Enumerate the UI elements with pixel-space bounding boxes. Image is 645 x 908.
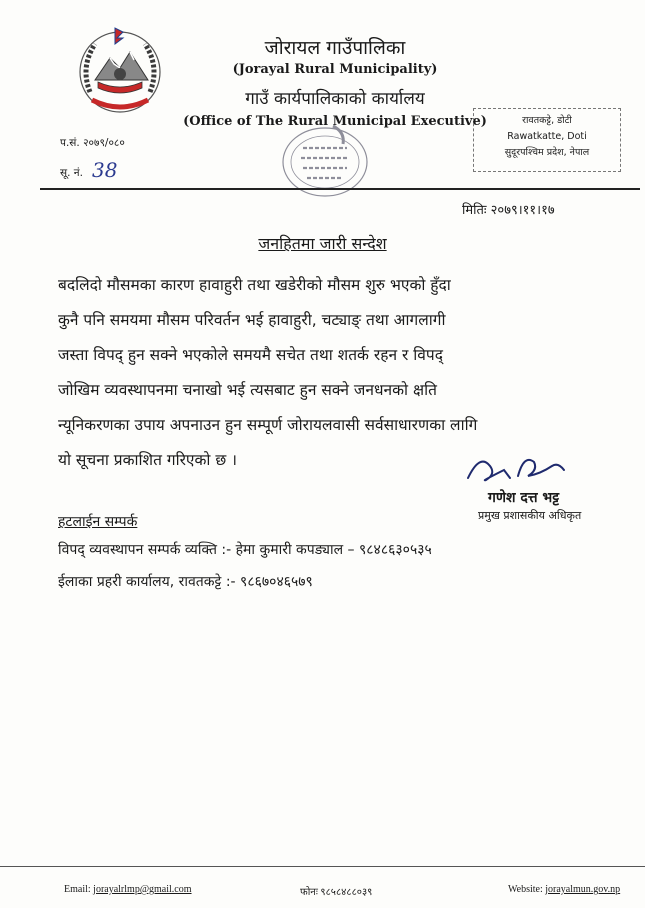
body-line: बदलिदो मौसमका कारण हावाहुरी तथा खडेरीको मौसम शुरु भएको हुँदा [58,276,451,294]
notice-body [58,268,618,478]
website-label: Website: [508,884,543,895]
address-line-3: सुदूरपश्चिम प्रदेश, नेपाल [504,147,590,158]
executive-office-nepali: गाउँ कार्यपालिकाको कार्यालय [245,89,425,109]
letter-number-value: 38 [92,158,118,182]
email-link[interactable]: jorayalrlmp@gmail.com [93,884,192,895]
body-line: न्यूनिकरणका उपाय अपनाउन हुन सम्पूर्ण जोरायलवासी सर्वसाधारणका लागि [58,416,478,434]
notice-title: जनहितमा जारी सन्देश [258,234,387,253]
fiscal-year-ref: प.सं. २०७९/०८० [60,137,125,149]
signatory-role: प्रमुख प्रशासकीय अधिकृत [478,509,582,522]
hotline-heading: हटलाईन सम्पर्क [58,514,138,530]
office-name-english: (Jorayal Rural Municipality) [232,62,438,77]
body-line: जोखिम व्यवस्थापनमा चनाखो भई त्यसबाट हुन सक्ने जनधनको क्षति [58,381,437,399]
handwritten-signature [460,448,580,488]
footer-divider [0,866,645,867]
address-line-1: रावतकट्टे, डोटी [522,115,572,126]
letter-number-label: सू. नं. [60,167,83,179]
address-box [473,108,621,172]
office-stamp [273,118,378,208]
footer-website [508,884,620,895]
footer-phone [300,884,372,898]
notice-date: मितिः २०७९।११।१७ [462,203,555,218]
executive-office-english: (Office of The Rural Municipal Executive) [183,114,487,129]
email-label: Email: [64,884,91,895]
signatory-name: गणेश दत्त भट्ट [488,490,560,506]
website-link[interactable]: jorayalmun.gov.np [545,884,621,895]
header-divider [40,188,640,190]
body-line: जस्ता विपद् हुन सक्ने भएकोले समयमै सचेत तथा शतर्क रहन र विपद् [58,346,443,364]
address-line-2: Rawatkatte, Doti [507,131,587,142]
hotline-contact: ईलाका प्रहरी कार्यालय, रावतकट्टे :- ९८६७०४६५७९ [58,574,313,590]
body-line: यो सूचना प्रकाशित गरिएको छ । [58,451,238,469]
nepal-emblem-logo [70,22,170,118]
footer-email [64,884,192,895]
phone-number: ९८५८४८८०३९ [320,887,373,898]
hotline-contact: विपद् व्यवस्थापन सम्पर्क व्यक्ति :- हेमा कुमारी कपड्याल – ९८४८६३०५३५ [58,542,432,558]
body-line: कुनै पनि समयमा मौसम परिवर्तन भई हावाहुरी, चट्याङ् तथा आगलागी [58,311,446,329]
office-name-nepali: जोरायल गाउँपालिका [264,37,406,59]
phone-label: फोनः [300,887,318,898]
